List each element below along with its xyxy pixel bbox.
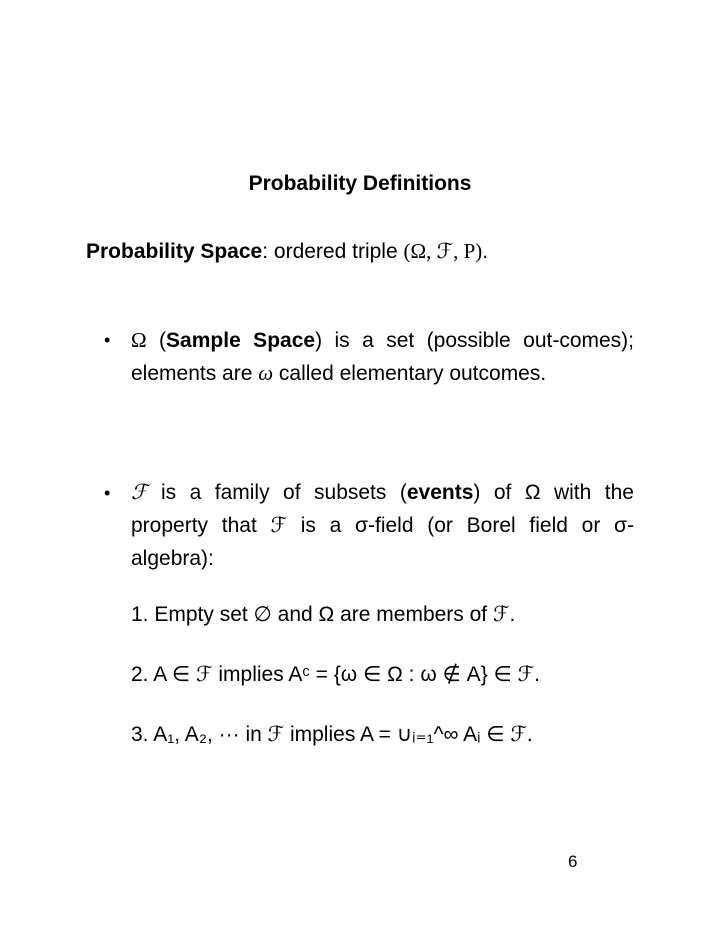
item-text: A₁, A₂, ··· in ℱ implies A = ∪ᵢ₌₁^∞ Aᵢ ∈ ℱ. (153, 723, 533, 746)
probability-space-term: Probability Space (86, 240, 263, 263)
bullet-2-marker: • (104, 483, 111, 503)
item-number: 1. (131, 603, 149, 626)
page-number: 6 (568, 852, 578, 871)
events-text-2: ) of Ω with the property that ℱ is a σ-field (or Borel field or σ-algebra): (131, 481, 634, 570)
events-paragraph (131, 476, 634, 575)
item-number: 2. (131, 663, 149, 686)
probability-space-definition (86, 239, 488, 264)
sample-space-paragraph (131, 324, 634, 390)
events-text: is a family of subsets ( (147, 481, 407, 504)
item-text: A ∈ ℱ implies Aᶜ = {ω ∈ Ω : ω ∉ A} ∈ ℱ. (153, 663, 541, 686)
probability-triple: (Ω, ℱ, P) (403, 239, 483, 263)
bullet-1-marker: • (104, 330, 111, 350)
item-text: Empty set ∅ and Ω are members of ℱ. (154, 603, 516, 626)
omega-element-symbol: ω (258, 361, 274, 385)
page-title: Probability Definitions (248, 172, 472, 195)
probability-space-text: : ordered triple (262, 240, 404, 263)
sigma-field-item-1 (131, 598, 515, 631)
sample-space-text-2: called elementary outcomes. (273, 362, 547, 385)
probability-space-end: . (482, 240, 489, 263)
family-symbol: ℱ (131, 480, 148, 504)
sigma-field-item-2 (131, 658, 540, 691)
events-term: events (406, 481, 474, 504)
sigma-field-item-3 (131, 718, 533, 751)
sample-space-open: ( (146, 329, 167, 352)
item-number: 3. (131, 723, 149, 746)
sample-space-term: Sample Space (166, 329, 316, 352)
omega-symbol: Ω (131, 328, 147, 352)
sample-space-text: ) is a set (possible out-comes); elements are (131, 329, 635, 385)
